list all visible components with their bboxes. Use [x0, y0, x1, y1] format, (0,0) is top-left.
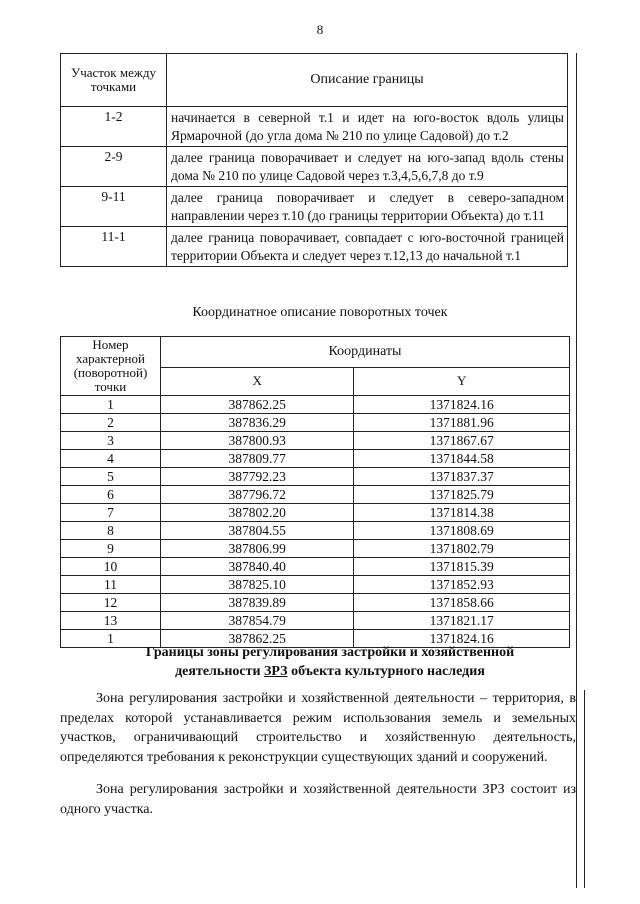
description-column-header: Описание границы	[167, 54, 568, 107]
point-number-cell: 6	[61, 486, 161, 504]
description-cell: далее граница поворачивает, совпадает с юго-восточной границей территории Объекта и следует через т.12,13 до начальной т.1	[167, 227, 568, 267]
table-row	[61, 396, 570, 414]
heading-line-2-start: деятельности	[175, 664, 265, 679]
x-coordinate-cell: 387862.25	[161, 630, 354, 648]
table-row	[61, 187, 568, 227]
point-number-cell: 3	[61, 432, 161, 450]
x-coordinate-cell: 387804.55	[161, 522, 354, 540]
x-coordinate-cell: 387839.89	[161, 594, 354, 612]
coordinates-title: Координатное описание поворотных точек	[192, 305, 448, 320]
point-number-cell: 10	[61, 558, 161, 576]
y-coordinate-cell: 1371814.38	[354, 504, 570, 522]
heading-line-2	[0, 662, 640, 681]
x-coordinate-cell: 387796.72	[161, 486, 354, 504]
table-row	[61, 504, 570, 522]
description-cell: начинается в северной т.1 и идет на юго-восток вдоль улицы Ярмарочной (до угла дома № 210 по улице Садовой) до т.2	[167, 107, 568, 147]
point-number-cell: 8	[61, 522, 161, 540]
x-coordinate-cell: 387806.99	[161, 540, 354, 558]
point-number-cell: 9	[61, 540, 161, 558]
segment-cell: 9-11	[61, 187, 167, 227]
description-cell: далее граница поворачивает и следует на юго-запад вдоль стены дома № 210 по улице Садовой через т.3,4,5,6,7,8 до т.9	[167, 147, 568, 187]
heading-abbreviation: ЗРЗ	[264, 664, 288, 679]
x-coordinate-cell: 387840.40	[161, 558, 354, 576]
y-coordinate-cell: 1371867.67	[354, 432, 570, 450]
section-heading	[0, 643, 640, 681]
y-coordinate-cell: 1371802.79	[354, 540, 570, 558]
segment-cell: 1-2	[61, 107, 167, 147]
paragraph-1: Зона регулирования застройки и хозяйственной деятельности – территория, в пределах которой устанавливается режим использования земель и земельных участков, ограничивающий строительство и хозяйственную деятельность, определяются требования к реконструкции существующих зданий и сооружений.	[60, 691, 576, 765]
table-row	[61, 468, 570, 486]
point-number-cell: 1	[61, 396, 161, 414]
boundary-description-table	[60, 53, 568, 267]
point-number-cell: 5	[61, 468, 161, 486]
coordinates-header: Координаты	[161, 337, 570, 368]
y-coordinate-cell: 1371808.69	[354, 522, 570, 540]
x-coordinate-cell: 387825.10	[161, 576, 354, 594]
table-row	[61, 522, 570, 540]
table-header-row	[61, 337, 570, 368]
table-row	[61, 414, 570, 432]
description-cell: далее граница поворачивает и следует в северо-западном направлении через т.10 (до границы территории Объекта) до т.11	[167, 187, 568, 227]
y-coordinate-cell: 1371852.93	[354, 576, 570, 594]
y-coordinate-cell: 1371824.16	[354, 396, 570, 414]
segment-cell: 11-1	[61, 227, 167, 267]
point-number-cell: 12	[61, 594, 161, 612]
x-coordinate-cell: 387800.93	[161, 432, 354, 450]
table-row	[61, 107, 568, 147]
table-row	[61, 576, 570, 594]
heading-line-2-end: объекта культурного наследия	[287, 664, 485, 679]
y-coordinate-cell: 1371825.79	[354, 486, 570, 504]
x-coordinate-cell: 387836.29	[161, 414, 354, 432]
y-coordinate-cell: 1371821.17	[354, 612, 570, 630]
x-coordinate-cell: 387809.77	[161, 450, 354, 468]
coordinates-table	[60, 336, 570, 648]
table-row	[61, 558, 570, 576]
table-row	[61, 227, 568, 267]
y-coordinate-cell: 1371815.39	[354, 558, 570, 576]
y-coordinate-cell: 1371844.58	[354, 450, 570, 468]
point-number-cell: 1	[61, 630, 161, 648]
point-number-cell: 4	[61, 450, 161, 468]
table-row	[61, 450, 570, 468]
scan-artifact-line	[584, 690, 585, 888]
table-header-row	[61, 54, 568, 107]
y-coordinate-cell: 1371881.96	[354, 414, 570, 432]
table-row	[61, 540, 570, 558]
x-header: X	[161, 367, 354, 395]
point-number-cell: 13	[61, 612, 161, 630]
segment-column-header: Участок между точками	[61, 54, 167, 107]
paragraph-zone-definition	[60, 689, 576, 767]
x-coordinate-cell: 387802.20	[161, 504, 354, 522]
paragraph-2: Зона регулирования застройки и хозяйственной деятельности ЗРЗ состоит из одного участка.	[60, 782, 576, 817]
y-coordinate-cell: 1371824.16	[354, 630, 570, 648]
x-coordinate-cell: 387854.79	[161, 612, 354, 630]
x-coordinate-cell: 387862.25	[161, 396, 354, 414]
point-number-cell: 2	[61, 414, 161, 432]
scan-artifact-line	[576, 53, 577, 888]
point-number-cell: 7	[61, 504, 161, 522]
point-number-header: Номер характерной (поворотной) точки	[61, 337, 161, 396]
paragraph-zone-composition	[60, 780, 576, 819]
point-number-cell: 11	[61, 576, 161, 594]
y-header: Y	[354, 367, 570, 395]
heading-line-1: Границы зоны регулирования застройки и хозяйственной	[145, 645, 515, 660]
page-number: 8	[316, 22, 324, 37]
y-coordinate-cell: 1371858.66	[354, 594, 570, 612]
segment-cell: 2-9	[61, 147, 167, 187]
table-row	[61, 612, 570, 630]
table-row	[61, 432, 570, 450]
table-row	[61, 147, 568, 187]
table-row	[61, 486, 570, 504]
table-row	[61, 594, 570, 612]
y-coordinate-cell: 1371837.37	[354, 468, 570, 486]
x-coordinate-cell: 387792.23	[161, 468, 354, 486]
